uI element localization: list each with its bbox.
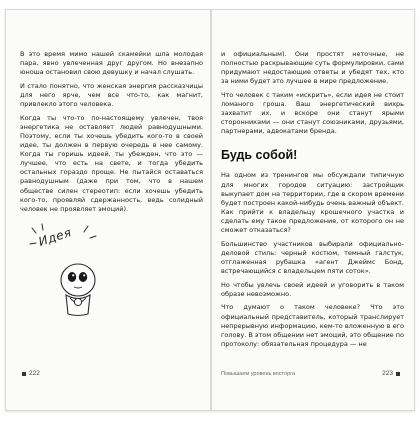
page-mark-icon xyxy=(22,371,27,376)
left-paragraph-2: И стало понятно, что женская энергия рассказчицы для него ярче, чем все что-то, как магнит, привлекло этого человека. xyxy=(20,81,203,109)
left-page-number-text: 222 xyxy=(29,370,40,377)
book-spread xyxy=(5,9,415,411)
page-mark-icon xyxy=(395,371,400,376)
left-page xyxy=(6,10,210,410)
right-paragraph-4: Большинство участников выбирали официально-деловой стиль: черный костюм, темный галстук, отглаженная рубашка «агент Джеймс Бонд, встречающийся с владельцем пяти соток». xyxy=(221,239,404,275)
page-footer xyxy=(6,367,414,377)
left-paragraph-1: В это время мимо нашей скамейки шла молодая пара, явно увлеченная друг другом. Но внезапно юноша остановил свою девушку и начал слушать. xyxy=(20,50,203,77)
left-page-number xyxy=(20,370,40,377)
idea-handwritten-word: Идея xyxy=(36,225,74,249)
right-page-number xyxy=(382,370,402,377)
idea-illustration xyxy=(26,222,121,320)
right-paragraph-2: Что человек с таким «искрить», если идея не стоит ломаного гроша. Ваш энергетический вихрь захватит их, и вскоре они станут ярыми сторонниками — они станут союзниками, друзьями, партнерами, адвокатами бренда. xyxy=(221,90,404,136)
left-paragraph-3: Когда ты что-то по-настоящему увлечен, твоя энергетика не оставляет людей равнодушными. Поэтому, если ты хочешь убедить кого-то в своей идее, ты должен в первую очередь в нее самому. Когда ты горишь идеей, ты убежден, что это — лучшее, что есть на свете, и тогда убедить остальных гораздо проще. Не пытайся оставаться равнодушным (даже при том, что в нашем обществе силен стереотип: если хочешь убедить кого-то, проявляй сдержанность, ведь солидный человек не проявляет эмоций). xyxy=(20,113,203,213)
right-page xyxy=(212,10,416,410)
section-heading: Будь собой! xyxy=(221,148,298,163)
right-page-number-text: 223 xyxy=(382,370,393,377)
right-paragraph-6: Что думают о таком человеке? Что это официальный представитель, который транслирует непрерывную информацию, кем-то вложенную в его голову. В этом общении нет эмоций, это общение по протоколу: обязательная процедура — не xyxy=(221,303,404,348)
right-paragraph-5: Но чтобы увлечь своей идеей и уговорить в таком образе невозможно. xyxy=(221,280,404,298)
right-paragraph-3: На одном из тренингов мы обсуждали типичную для многих городов ситуацию: застройщик выкупает дом на территории, где в скором времени будет построен какой-нибудь очень важный объект. Как прийти к владельцу крошечного участка и сделать ему такое предложение, от которого он не сможет отказаться? xyxy=(221,171,404,234)
running-title: Повышаем уровень восторга xyxy=(221,371,296,377)
right-paragraph-1: и официальным). Они простят неточные, не полностью раскрывающие суть формулировки, сами придумают недостающие ответы и убедят тех, кто за ними будет это лучшее в мире предложение. xyxy=(221,50,404,86)
